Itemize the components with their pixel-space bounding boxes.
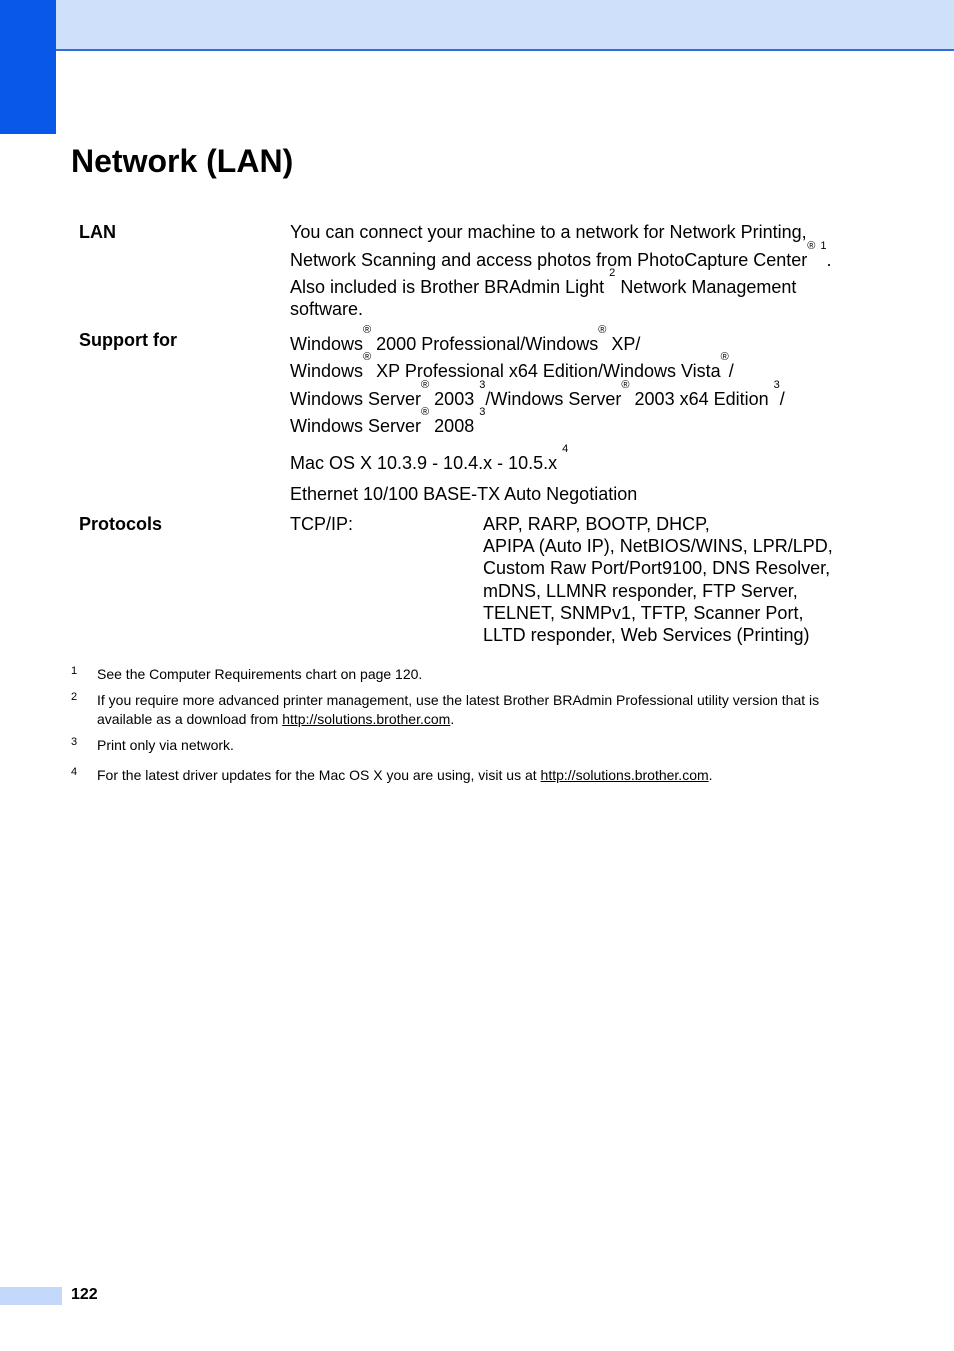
footnote-number: 1	[71, 665, 78, 677]
header-band	[0, 0, 954, 51]
support-mac: Mac OS X 10.3.9 - 10.4.x - 10.5.x $^4$	[290, 443, 569, 473]
footnote-1: See the Computer Requirements chart on page 120.	[97, 666, 423, 682]
protocol-line: Custom Raw Port/Port9100, DNS Resolver,	[483, 558, 831, 578]
footnote-ref-4: 4	[562, 443, 569, 455]
protocol-line: TELNET, SNMPv1, TFTP, Scanner Port,	[483, 603, 804, 623]
footnote-ref-1: 1	[820, 240, 827, 252]
footnote-2-line-1: If you require more advanced printer management, use the latest Brother BRAdmin Professional utility version that is	[97, 692, 820, 708]
footnote-ref-3: 3	[479, 379, 486, 391]
footnote-ref-2: 2	[609, 267, 616, 279]
support-line-4: Windows Server® 2008 $^3$	[290, 406, 486, 436]
page-number-tab	[0, 1287, 62, 1305]
footnote-4: For the latest driver updates for the Mac OS X you are using, visit us at http://solutions.brother.com.	[97, 767, 713, 783]
protocol-line: ARP, RARP, BOOTP, DHCP,	[483, 514, 710, 534]
registered-mark: ®	[807, 240, 816, 252]
footnote-ref-3: 3	[479, 406, 486, 418]
page-title: Network (LAN)	[71, 143, 294, 179]
footnote-number: 3	[71, 736, 78, 748]
lan-line-3: Also included is Brother BRAdmin Light $^2$ Network Management	[290, 267, 797, 297]
footnote-ref-3: 3	[773, 379, 780, 391]
support-line-2: Windows® XP Professional x64 Edition/Windows Vista®/	[290, 351, 734, 381]
support-line-1: Windows® 2000 Professional/Windows® XP/	[290, 324, 641, 354]
protocol-line: mDNS, LLMNR responder, FTP Server,	[483, 581, 798, 601]
protocols-label: Protocols	[79, 514, 163, 534]
page-number: 122	[71, 1286, 98, 1303]
chapter-tab	[0, 0, 56, 134]
footnote-number: 4	[71, 766, 78, 778]
lan-label: LAN	[79, 222, 116, 242]
protocol-line: LLTD responder, Web Services (Printing)	[483, 625, 810, 645]
footnote-3: Print only via network.	[97, 737, 234, 753]
lan-line-1: You can connect your machine to a network for Network Printing,	[290, 222, 807, 242]
protocol-line: APIPA (Auto IP), NetBIOS/WINS, LPR/LPD,	[483, 536, 833, 556]
footnote-2-line-2: available as a download from http://solutions.brother.com.	[97, 711, 455, 727]
support-label: Support for	[79, 330, 177, 350]
lan-line-2: Network Scanning and access photos from PhotoCapture Center® $^1$.	[290, 240, 832, 270]
lan-line-4: software.	[290, 299, 364, 319]
solutions-link[interactable]: http://solutions.brother.com	[282, 711, 451, 727]
footnote-number: 2	[71, 691, 78, 703]
solutions-link[interactable]: http://solutions.brother.com	[540, 767, 709, 783]
support-line-3: Windows Server® 2003 $^3$/Windows Server® 2003 x64 Edition $^3$/	[290, 379, 785, 409]
tcp-ip-label: TCP/IP:	[290, 514, 354, 534]
support-ethernet: Ethernet 10/100 BASE-TX Auto Negotiation	[290, 484, 638, 504]
